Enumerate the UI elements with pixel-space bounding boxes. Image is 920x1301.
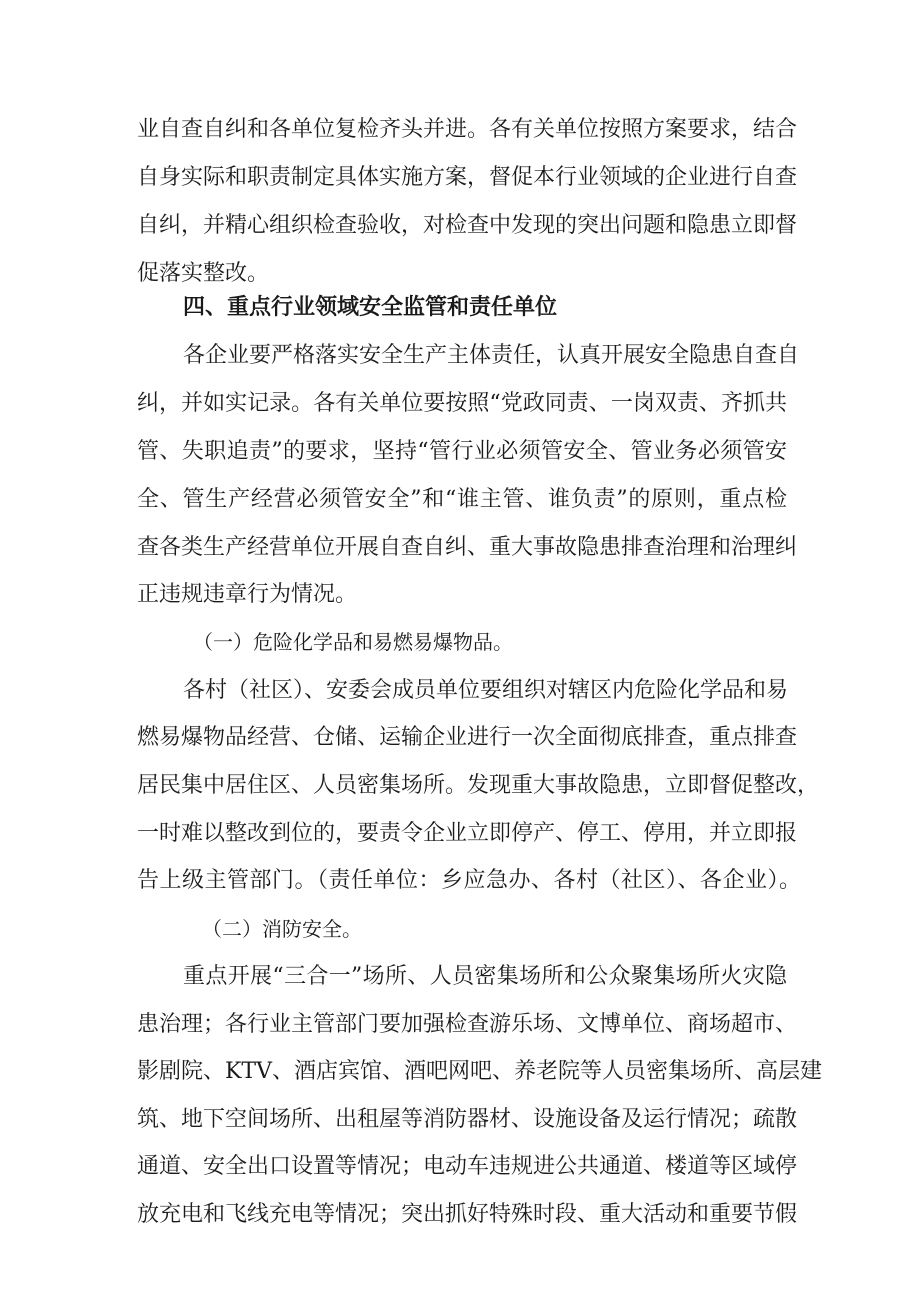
paragraph-line: 一时难以整改到位的，要责令企业立即停产、停工、停用，并立即报 (137, 821, 798, 846)
paragraph-line: 各村（社区）、安委会成员单位要组织对辖区内危险化学品和易 (183, 678, 789, 703)
paragraph-line: 告上级主管部门。（责任单位：乡应急办、各村（社区）、各企业）。 (137, 868, 801, 893)
paragraph-line: 管、失职追责”的要求，坚持“管行业必须管安全、管业务必须管安 (137, 439, 787, 464)
subsection-heading: （二）消防安全。 (202, 917, 362, 941)
paragraph-line: 自纠，并精心组织检查验收，对检查中发现的突出问题和隐患立即督 (137, 213, 798, 238)
paragraph-line: 正违规违章行为情况。 (137, 582, 358, 607)
paragraph-line: 居民集中居住区、人员密集场所。发现重大事故隐患，立即督促整改， (137, 773, 820, 798)
paragraph-line: 患治理；各行业主管部门要加强检查游乐场、文博单位、商场超市、 (137, 1012, 798, 1037)
paragraph-line: 燃易爆物品经营、仓储、运输企业进行一次全面彻底排查，重点排查 (137, 725, 798, 750)
paragraph-line: 促落实整改。 (137, 261, 270, 286)
paragraph-line: 查各类生产经营单位开展自查自纠、重大事故隐患排查治理和治理纠 (137, 535, 798, 560)
subsection-heading: （一）危险化学品和易燃易爆物品。 (193, 630, 513, 654)
paragraph-line: 业自查自纠和各单位复检齐头并进。各有关单位按照方案要求，结合 (137, 117, 798, 142)
paragraph-line: 影剧院、KTV、酒店宾馆、酒吧网吧、养老院等人员密集场所、高层建 (137, 1059, 822, 1084)
paragraph-line: 重点开展“三合一”场所、人员密集场所和公众聚集场所火灾隐 (183, 964, 787, 989)
paragraph-line: 自身实际和职责制定具体实施方案，督促本行业领域的企业进行自查 (137, 165, 798, 190)
paragraph-line: 纠，并如实记录。各有关单位要按照“党政同责、一岗双责、齐抓共 (137, 391, 787, 416)
section-heading: 四、重点行业领域安全监管和责任单位 (183, 295, 558, 320)
paragraph-line: 放充电和飞线充电等情况；突出抓好特殊时段、重大活动和重要节假 (137, 1202, 798, 1227)
paragraph-line: 筑、地下空间场所、出租屋等消防器材、设施设备及运行情况；疏散 (137, 1107, 798, 1132)
paragraph-line: 全、管生产经营必须管安全”和“谁主管、谁负责”的原则，重点检 (137, 487, 787, 512)
paragraph-line: 通道、安全出口设置等情况；电动车违规进公共通道、楼道等区域停 (137, 1154, 798, 1179)
paragraph-line: 各企业要严格落实安全生产主体责任，认真开展安全隐患自查自 (183, 343, 800, 368)
